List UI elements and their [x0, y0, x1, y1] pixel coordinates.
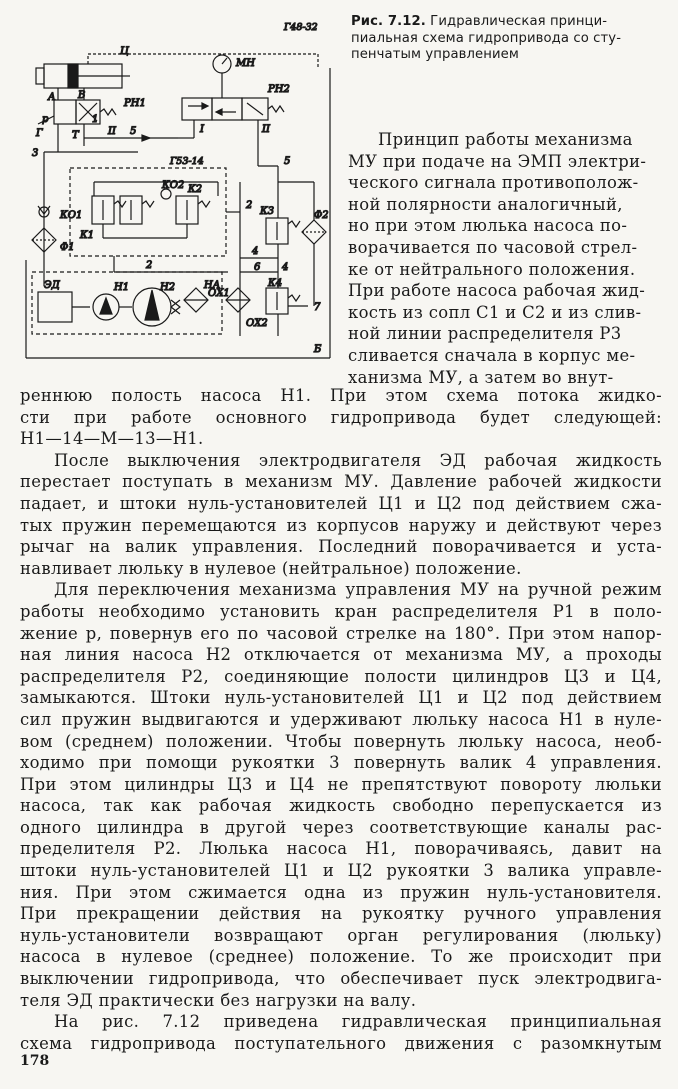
- cooler-ox1: [184, 288, 208, 312]
- label-h1: Н1: [114, 282, 130, 293]
- text-line: рычаг на валик управления. Последний поворачивается и уста-: [20, 537, 662, 557]
- label-3: 3: [32, 148, 39, 159]
- text-line: перестает поступать в механизм МУ. Давление рабочей жидкости: [20, 472, 662, 492]
- label-ko2: КО2: [162, 180, 185, 191]
- label-k3: К3: [260, 206, 275, 217]
- label-roman-ii: II: [262, 124, 270, 135]
- label-5b: 5: [284, 156, 291, 167]
- text-line: ческого сигнала противополож-: [348, 173, 639, 193]
- figure-caption: [351, 14, 669, 64]
- text-line: ходимо при помощи рукоятки 3 повернуть валик 4 управления.: [20, 753, 662, 773]
- text-line: Для переключения механизма управления МУ на ручной режим: [54, 580, 662, 600]
- text-line: навливает люльку в нулевое (нейтральное) положение.: [20, 558, 522, 578]
- label-4a: 4: [252, 246, 259, 257]
- figure-ref-mid: Г53-14: [170, 156, 204, 167]
- text-line: распределителя Р2, соединяющие полости цилиндров Ц3 и Ц4,: [20, 666, 662, 686]
- text-line: но при этом люлька насоса по-: [348, 216, 628, 236]
- label-1: 1: [92, 114, 99, 125]
- text-line: жение р, повернув его по часовой стрелке на 180°. При этом напор-: [20, 623, 662, 643]
- text-line: тых пружин перемещаются из корпусов наружу и действуют через: [20, 515, 662, 535]
- text-line: ной линии распределителя Р3: [348, 324, 622, 344]
- text-line: кость из сопл С1 и С2 и из слив-: [348, 302, 642, 322]
- text-line: ния. При этом сжимается одна из пружин нуль-установителя.: [20, 882, 662, 902]
- text-line: Н1—14—М—13—Н1.: [20, 429, 204, 449]
- label-4b: 4: [282, 262, 289, 273]
- label-b-tank: Б: [314, 344, 322, 355]
- caption-line: пенчатым управлением: [351, 47, 519, 63]
- label-c: Ц: [120, 46, 129, 57]
- figure-ref-top: Г48-32: [284, 22, 318, 33]
- label-ko1: КО1: [60, 210, 83, 221]
- text-line: работы необходимо установить кран распределителя Р1 в поло-: [20, 601, 662, 621]
- label-a: А: [48, 92, 56, 103]
- text-line: сти при работе основного гидропривода будет следующей:: [20, 407, 662, 427]
- label-k4: К4: [268, 278, 283, 289]
- page-number: 178: [20, 1053, 50, 1069]
- text-line: ной полярности аналогичный,: [348, 194, 623, 214]
- text-line: одного цилиндра в другой через соответствующие каналы рас-: [20, 817, 662, 837]
- pump-h1: [72, 294, 119, 320]
- gauge-mn: [213, 55, 231, 98]
- label-f2: Ф2: [314, 210, 329, 221]
- label-rn1: РН1: [124, 98, 146, 109]
- label-5: 5: [130, 126, 137, 137]
- text-line: реннюю полость насоса Н1. При этом схема потока жидко-: [20, 386, 662, 405]
- label-f1: Ф1: [60, 242, 75, 253]
- valve-k3: [266, 218, 300, 244]
- cylinder-c: [36, 54, 318, 88]
- text-line: схема гидропривода поступательного движения с разомкнутым: [20, 1033, 662, 1053]
- caption-line: пиальная схема гидропривода со сту-: [351, 30, 622, 46]
- text-line: ворачивается по часовой стрел-: [348, 237, 638, 257]
- text-line: пределителя Р2. Люлька насоса Н1, поворачиваясь, давит на: [20, 839, 662, 859]
- pump-h2: [119, 288, 180, 326]
- text-line: вом (среднем) положении. Чтобы повернуть люльку насоса, необ-: [20, 731, 662, 751]
- text-line: ханизма МУ, а затем во внут-: [348, 367, 614, 387]
- valve-k4: [266, 288, 308, 314]
- text-line: ке от нейтрального положения.: [348, 259, 636, 279]
- caption-line: Гидравлическая принци-: [430, 14, 608, 29]
- text-line: сил пружин выдвигаются и удерживают люльку насоса Н1 в нуле-: [20, 709, 662, 729]
- label-ii-left: II: [108, 126, 116, 137]
- label-roman-i: I: [200, 124, 204, 135]
- label-b: В: [78, 90, 86, 101]
- label-k2: К2: [188, 184, 203, 195]
- text-line: нуль-установители возвращают орган регулирования (люльку): [20, 925, 662, 945]
- main-text: [20, 385, 662, 1054]
- label-g: Г: [36, 128, 43, 139]
- label-6: 6: [254, 262, 261, 273]
- text-line: Принцип работы механизма: [378, 130, 633, 149]
- text-line: теля ЭД практически без нагрузки на валу.: [20, 990, 417, 1010]
- label-ed: ЭД: [44, 280, 60, 291]
- text-line: штоки нуль-установителей Ц1 и Ц2 рукоятки 3 валика управле-: [20, 861, 662, 881]
- valve-block-g53-14: [70, 168, 226, 256]
- label-2: 2: [246, 200, 253, 211]
- text-line: При работе насоса рабочая жид-: [348, 281, 646, 301]
- text-line: сливается сначала в корпус ме-: [348, 345, 636, 365]
- label-7: 7: [314, 302, 321, 313]
- text-line: выключении гидропривода, что обеспечивает пуск электродвига-: [20, 969, 662, 989]
- label-mn: МН: [236, 58, 255, 69]
- text-line: насоса, так как рабочая жидкость свободно перепускается из: [20, 796, 662, 816]
- caption-label: Рис. 7.12.: [351, 14, 426, 29]
- label-k1: К1: [80, 230, 95, 241]
- text-line: падает, и штоки нуль-установителей Ц1 и Ц2 под действием сжа-: [20, 493, 662, 513]
- text-line: При прекращении действия на рукоятку ручного управления: [20, 904, 662, 924]
- label-ox1: ОХ1: [208, 288, 230, 299]
- text-line: При этом цилиндры Ц3 и Ц4 не препятствуют повороту люльки: [20, 774, 662, 794]
- label-h2: Н2: [160, 282, 176, 293]
- label-t: Т: [72, 130, 79, 141]
- text-line: После выключения электродвигателя ЭД рабочая жидкость: [54, 450, 662, 470]
- label-rn2: РН2: [268, 84, 290, 95]
- text-line: ная линия насоса Н2 отключается от механизма МУ, а проходы: [20, 645, 662, 665]
- label-p: р: [42, 114, 49, 125]
- text-line: На рис. 7.12 приведена гидравлическая принципиальная: [54, 1012, 662, 1032]
- text-line: замыкаются. Штоки нуль-установителей Ц1 и Ц2 под действием: [20, 688, 662, 708]
- hydraulic-schematic-figure: [8, 6, 344, 368]
- flow-arrow-icon: [142, 135, 150, 141]
- text-line: МУ при подаче на ЭМП электри-: [348, 151, 647, 171]
- label-ox2: ОХ2: [246, 318, 268, 329]
- text-line: насоса в нулевое (среднее) положение. То же происходит при: [20, 947, 662, 967]
- label-na: НА: [204, 280, 221, 291]
- side-paragraph: [348, 129, 664, 388]
- label-2-drain: 2: [146, 260, 153, 271]
